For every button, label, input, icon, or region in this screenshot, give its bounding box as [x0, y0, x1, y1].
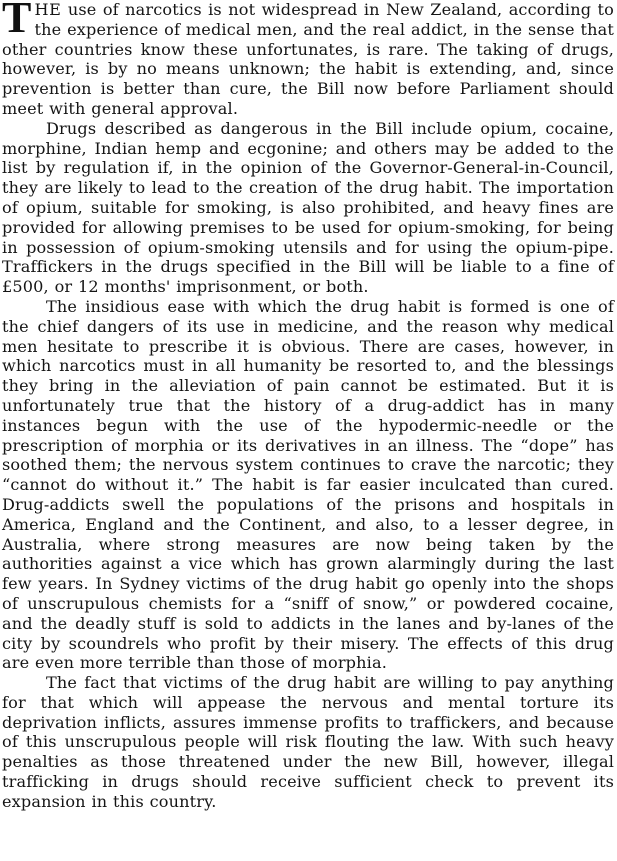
paragraph-2: Drugs described as dangerous in the Bill include opium, cocaine, morphine, Indian hemp and ecgonine; and others may be added to the list by regulation if, in the opinion of the Governor-General-in-Council, they are likely to lead to the creation of the drug habit. The importation of opium, suitable for smoking, is also prohibited, and heavy fines are provided for allowing premises to be used for opium-smoking, for being in possession of opium-smoking utensils and for using the opium-pipe. Traffickers in the drugs specified in the Bill will be liable to a fine of £500, or 12 months' imprisonment, or both. — [2, 118, 614, 297]
paragraph-4: The fact that victims of the drug habit are willing to pay anything for that which will appease the nervous and mental torture its deprivation inflicts, assures immense profits to traffickers, and because of this unscrupulous people will risk flouting the law. With such heavy penalties as those threatened under the new Bill, however, illegal trafficking in drugs should receive sufficient check to prevent its expansion in this country. — [2, 673, 614, 811]
lead-caps: HE — [34, 0, 62, 19]
paragraph-1-text: use of narcotics is not widespread in New Zealand, according to the experience of medical men, and the real addict, in the sense that other countries know these unfortunates, is rare. The taking of drugs, however, is by no means unknown; the habit is extending, and, since prevention is better than cure, the Bill now before Parliament should meet with general approval. — [2, 0, 614, 118]
paragraph-1 — [2, 0, 614, 119]
article-body — [2, 0, 614, 812]
paragraph-3: The insidious ease with which the drug habit is formed is one of the chief dangers of its use in medicine, and the reason why medical men hesitate to prescribe it is obvious. There are cases, however, in which narcotics must in all humanity be resorted to, and the blessings they bring in the alleviation of pain cannot be estimated. But it is unfortunately true that the history of a drug-addict has in many instances begun with the use of the hypodermic-needle or the prescription of morphia or its derivatives in an illness. The “dope” has soothed them; the nervous system continues to crave the narcotic; they “cannot do without it.” The habit is far easier inculcated than cured. Drug-addicts swell the populations of the prisons and hospitals in America, England and the Continent, and also, to a lesser degree, in Australia, where strong measures are now being taken by the authorities against a vice which has grown alarmingly during the last few years. In Sydney victims of the drug habit go openly into the shops of unscrupulous chemists for a “sniff of snow,” or powdered cocaine, and the deadly stuff is sold to addicts in the lanes and by-lanes of the city by scoundrels who profit by their misery. The effects of this drug are even more terrible than those of morphia. — [2, 296, 614, 673]
drop-cap: T — [2, 0, 32, 42]
